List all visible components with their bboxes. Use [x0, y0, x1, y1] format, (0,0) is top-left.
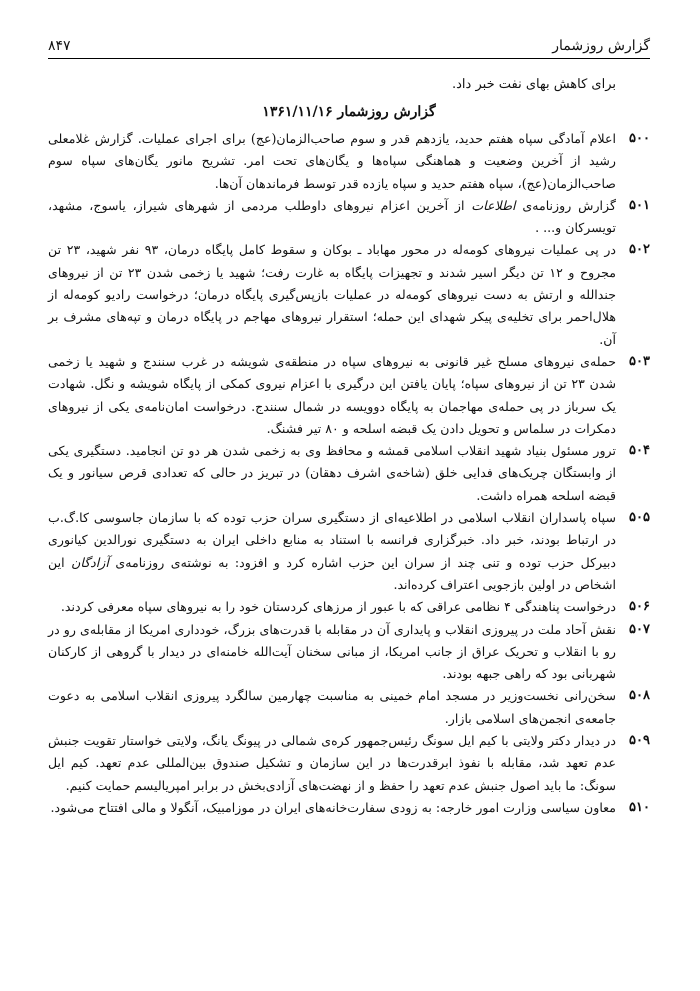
entry-number: ۵۰۲ [629, 242, 650, 258]
entry-text: در پی عملیات نیروهای کومه‌له در محور مهاباد ـ بوکان و سقوط کامل پایگاه درمان، ۹۳ نفر شهید، ۲۳ تن مجروح و ۱۲ تن دیگر اسیر شدند و تجهیزات پایگاه به غارت رفت؛ شهید یا زخمی شدن ۲۳ تن از نیروهای جندالله و ارتش به دست نیروهای کومه‌له در عملیات بازپس‌گیری پایگاه درمان؛ درخواست رادیو کومه‌له از هلال‌احمر برای تخلیه‌ی پیکر شهدای این حمله؛ استقرار نیروهای مهاجم در پایگاه درمان و تپه‌های مشرف بر آن. [48, 242, 617, 347]
entry-507 [48, 619, 650, 686]
entry-503 [48, 351, 650, 440]
entry-text: سخن‌رانی نخست‌وزیر در مسجد امام خمینی به مناسبت چهارمین سالگرد پیروزی انقلاب اسلامی به دعوت جامعه‌ی انجمن‌های اسلامی بازار. [48, 688, 616, 726]
entry-505 [48, 507, 650, 596]
entry-text-part: این اشخاص در اولین بازجویی اعتراف کرده‌اند. [48, 554, 616, 592]
entry-number: ۵۰۵ [629, 510, 650, 526]
entry-number: ۵۱۰ [629, 799, 650, 815]
header-rule [48, 58, 650, 59]
entry-502 [48, 239, 650, 350]
entry-number: ۵۰۳ [629, 353, 650, 369]
page-number: ۸۴۷ [48, 38, 71, 54]
entry-text [48, 195, 616, 240]
newspaper-name: اطلاعات [471, 197, 516, 213]
entry-508 [48, 685, 650, 730]
report-title: گزارش روزشمار ۱۳۶۱/۱۱/۱۶ [262, 104, 436, 120]
entry-text: معاون سیاسی وزارت امور خارجه: به زودی سفارت‌خانه‌های ایران در موزامبیک، آنگولا و مالی افتتاح می‌شود. [50, 799, 616, 815]
entry-510 [48, 797, 650, 819]
entry-509 [48, 730, 650, 797]
entry-text-part: سپاه پاسداران انقلاب اسلامی در اطلاعیه‌ای از دستگیری سران حزب توده که با سازمان جاسوسی کا.گ.ب در ارتباط بودند، خبر داد. خبرگزاری فرانسه با استناد به منابع داخلی ایران به دستگیری نورالدین کیانوری دبیرکل حزب توده و تنی چند از سران این حزب اشاره کرد و افزود: به نوشته‌ی روزنامه‌ی [48, 510, 616, 570]
entry-number: ۵۰۴ [629, 443, 650, 459]
entry-501 [48, 195, 650, 240]
page-content [48, 66, 650, 819]
intro-paragraph: برای کاهش بهای نفت خبر داد. [452, 77, 616, 92]
entry-text-part: گزارش روزنامه‌ی [515, 197, 616, 213]
entry-number: ۵۰۱ [629, 197, 650, 213]
entry-text [48, 507, 616, 596]
entry-text: نقش آحاد ملت در پیروزی انقلاب و پایداری آن در مقابله با قدرت‌های بزرگ، خودداری امریکا از مقابله‌ی رو در رو با انقلاب و تحریک عراق از جانب امریکا، از مبانی سخنان آیت‌الله خامنه‌ای در دیدار با گروهی از کارکنان شهربانی بود که راهی جبهه بودند. [48, 621, 616, 682]
entry-text-part: از آخرین اعزام نیروهای داوطلب مردمی از شهرهای شیراز، یاسوج، مشهد، تویسرکان و... . [48, 197, 616, 236]
entry-text: درخواست پناهندگی ۴ نظامی عراقی که با عبور از مرزهای کردستان خود را به نیروهای سپاه معرفی کردند. [60, 599, 616, 615]
entry-number: ۵۰۰ [629, 131, 650, 146]
entry-number: ۵۰۷ [629, 621, 650, 637]
entry-number: ۵۰۸ [629, 688, 650, 704]
entry-number: ۵۰۹ [629, 733, 650, 749]
entry-506 [48, 596, 650, 618]
entry-text: اعلام آمادگی سپاه هفتم حدید، یازدهم قدر و سوم صاحب‌الزمان(عج) برای اجرای عملیات. گزارش غلامعلی رشید از آخرین وضعیت و هماهنگی سپاه‌ها و یگان‌های تحت امر. تشریح مانور یگان‌های سپاه سوم صاحب‌الزمان(عج)، سپاه هفتم حدید و سپاه یازده قدر توسط فرماندهان آن‌ها. [48, 131, 616, 191]
newspaper-name: آزادگان [71, 554, 109, 570]
entry-text: حمله‌ی نیروهای مسلح غیر قانونی به نیروهای سپاه در منطقه‌ی شویشه در غرب سنندج و شهید یا زخمی شدن ۲۳ تن از نیروهای سپاه؛ پایان یافتن این درگیری با اعزام نیروی کمکی از پایگاه شویشه و نگل. شهادت یک سرباز در پی حمله‌ی مهاجمان به پایگاه دوویسه در شمال سنندج. درخواست امان‌نامه‌ی یکی از نیروهای دمکرات در سلماس و تحویل دادن یک قبضه اسلحه و ۸۰ تیر فشنگ. [48, 353, 617, 436]
entry-500 [48, 128, 650, 195]
running-head [48, 30, 650, 54]
running-head-title: گزارش روزشمار [552, 38, 650, 54]
entry-504 [48, 440, 650, 507]
entry-text: ترور مسئول بنیاد شهید انقلاب اسلامی قمشه و محافظ وی به زخمی شدن هر دو تن انجامید. دستگیری یکی از وابستگان چریک‌های فدایی خلق (شاخه‌ی اشرف دهقان) در تبریز در حالی که تعدادی قرص سیانور و یک قبضه اسلحه همراه داشت. [48, 443, 616, 503]
entry-text: در دیدار دکتر ولایتی با کیم ایل سونگ رئیس‌جمهور کره‌ی شمالی در پیونگ یانگ، ولایتی خواستار تقویت جنبش عدم تعهد شد، مقابله با نفوذ ابرقدرت‌ها در این سازمان و تشکیل صندوق بین‌المللی عدم تعهد. کیم ایل سونگ: ما باید اصول جنبش عدم تعهد را حفظ و از نهضت‌های آزادی‌بخش در برابر امپریالیسم حمایت کنیم. [48, 733, 616, 793]
entry-number: ۵۰۶ [629, 599, 650, 615]
